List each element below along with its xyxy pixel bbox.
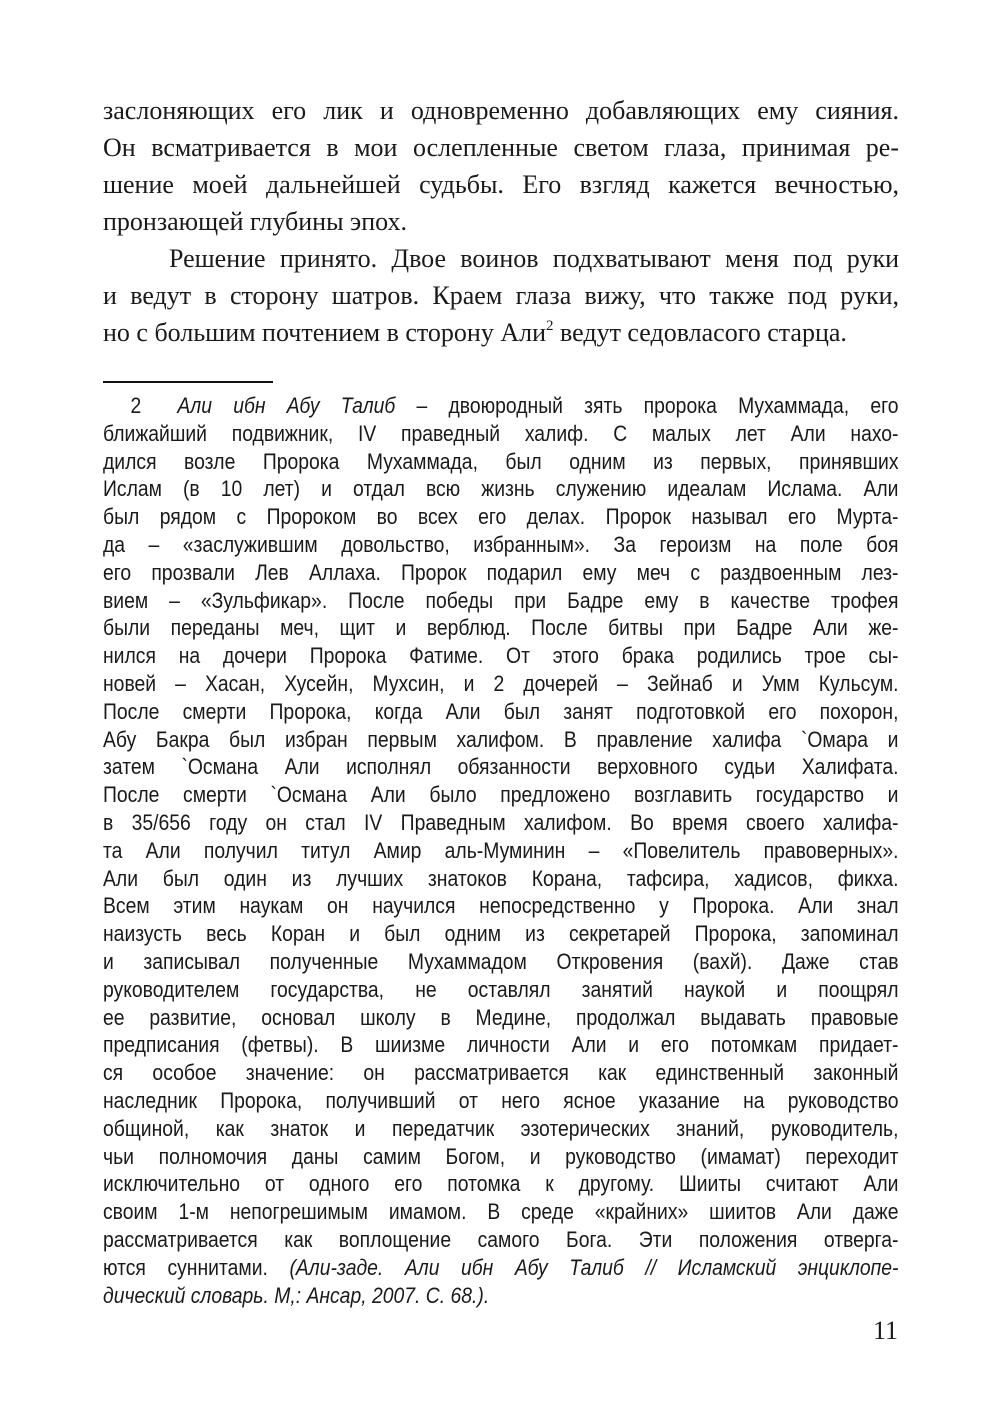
text-segment: ведут седовласого старца. bbox=[553, 318, 847, 347]
footnote-line: Ислам (в 10 лет) и отдал всю жизнь служению идеалам Ислама. Али bbox=[103, 476, 899, 502]
footnote-line: наизусть весь Коран и был одним из секретарей Пророка, запоминал bbox=[103, 921, 899, 947]
footnote-line: После смерти `Османа Али было предложено возглавить государство и bbox=[103, 782, 899, 808]
text-line: и ведут в сторону шатров. Краем глаза вижу, что также под руки, bbox=[103, 281, 899, 310]
footnote-line: в 35/656 году он стал IV Праведным халифом. Во время своего халифа- bbox=[103, 809, 899, 835]
footnote-separator bbox=[103, 381, 273, 383]
text-line: шение моей дальнейшей судьбы. Его взгляд кажется вечностью, bbox=[103, 170, 899, 199]
footnote-line: дился возле Пророка Мухаммада, был одним из первых, принявших bbox=[103, 448, 899, 474]
text-segment: но с большим почтением в сторону Али bbox=[103, 318, 547, 347]
footnote-number: 2 bbox=[130, 393, 142, 418]
page-number: 11 bbox=[872, 1316, 898, 1345]
footnote-line: Абу Бакра был избран первым халифом. В правление халифа `Омара и bbox=[103, 726, 899, 752]
footnote-line: были переданы меч, щит и верблюд. После битвы при Бадре Али же- bbox=[103, 615, 899, 641]
text-line bbox=[103, 314, 899, 351]
footnote-line: руководителем государства, не оставлял занятий наукой и поощрял bbox=[103, 976, 899, 1002]
footnote-line: наследник Пророка, получивший от него ясное указание на руководство bbox=[103, 1087, 899, 1113]
text-line: пронзающей глубины эпох. bbox=[103, 207, 407, 236]
footnote-line: рассматривается как воплощение самого Бога. Эти положения отверга- bbox=[103, 1226, 899, 1252]
text-segment: – двоюродный зять пророка Мухаммада, его bbox=[395, 393, 899, 418]
footnote-line: предписания (фетвы). В шиизме личности Али и его потомкам придает- bbox=[103, 1032, 899, 1058]
footnote-reference[interactable]: 2 bbox=[546, 318, 554, 334]
footnote-line: да – «заслужившим довольство, избранным». За героизм на поле боя bbox=[103, 531, 899, 557]
footnote-title: Али ибн Абу Талиб bbox=[177, 393, 396, 418]
footnote-line: своим 1-м непогрешимым имамом. В среде «крайних» шиитов Али даже bbox=[103, 1199, 899, 1225]
paragraph-2 bbox=[103, 240, 899, 314]
footnote-line: исключительно от одного его потомка к другому. Шииты считают Али bbox=[103, 1171, 899, 1197]
footnote-line: ее развитие, основал школу в Медине, продолжал выдавать правовые bbox=[103, 1004, 899, 1030]
footnote-line: был рядом с Пророком во всех его делах. Пророк называл его Мурта- bbox=[103, 504, 899, 530]
citation: (Али-заде. Али ибн Абу Талиб // Исламский энциклопе- bbox=[289, 1254, 899, 1280]
footnote-line: После смерти Пророка, когда Али был занят подготовкой его похорон, bbox=[103, 698, 899, 724]
footnote-line: вием – «Зульфикар». После победы при Бадре ему в качестве трофея bbox=[103, 587, 899, 613]
text-line: заслоняющих его лик и одновременно добавляющих ему сияния. bbox=[103, 96, 899, 125]
footnote-line: ближайший подвижник, IV праведный халиф. С малых лет Али нахо- bbox=[103, 420, 899, 446]
footnote-line: новей – Хасан, Хусейн, Мухсин, и 2 дочерей – Зейнаб и Умм Кульсум. bbox=[103, 670, 899, 696]
footnote-line: Али был один из лучших знатоков Корана, тафсира, хадисов, фикха. bbox=[103, 865, 899, 891]
footnote-line bbox=[103, 1282, 899, 1310]
footnote-line: ся особое значение: он рассматривается как единственный законный bbox=[103, 1060, 899, 1086]
citation: дический словарь. М,: Ансар, 2007. С. 68.). bbox=[103, 1282, 490, 1308]
text-segment: ются суннитами. bbox=[103, 1254, 290, 1280]
footnote-line: его прозвали Лев Аллаха. Пророк подарил ему меч с раздвоенным лез- bbox=[103, 559, 899, 585]
paragraph-1 bbox=[103, 92, 899, 240]
footnote-line: нился на дочери Пророка Фатиме. От этого брака родились трое сы- bbox=[103, 643, 899, 669]
footnote-line: затем `Османа Али исполнял обязанности верховного судьи Халифата. bbox=[103, 754, 899, 780]
text-line: Он всматривается в мои ослепленные светом глаза, принимая ре- bbox=[103, 133, 899, 162]
footnote-line bbox=[103, 1254, 899, 1282]
footnote-line: и записывал полученные Мухаммадом Откровения (вахй). Даже став bbox=[103, 948, 899, 974]
footnote-line: Всем этим наукам он научился непосредственно у Пророка. Али знал bbox=[103, 893, 899, 919]
footnote-line: общиной, как знаток и передатчик эзотерических знаний, руководитель, bbox=[103, 1115, 899, 1141]
text-line: Решение принято. Двое воинов подхватывают меня под руки bbox=[169, 244, 899, 273]
footnote bbox=[103, 392, 899, 1309]
footnote-line: чьи полномочия даны самим Богом, и руководство (имамат) переходит bbox=[103, 1143, 899, 1169]
footnote-line bbox=[103, 392, 899, 420]
footnote-line: та Али получил титул Амир аль-Муминин – «Повелитель правоверных». bbox=[103, 837, 899, 863]
main-text bbox=[103, 92, 899, 351]
